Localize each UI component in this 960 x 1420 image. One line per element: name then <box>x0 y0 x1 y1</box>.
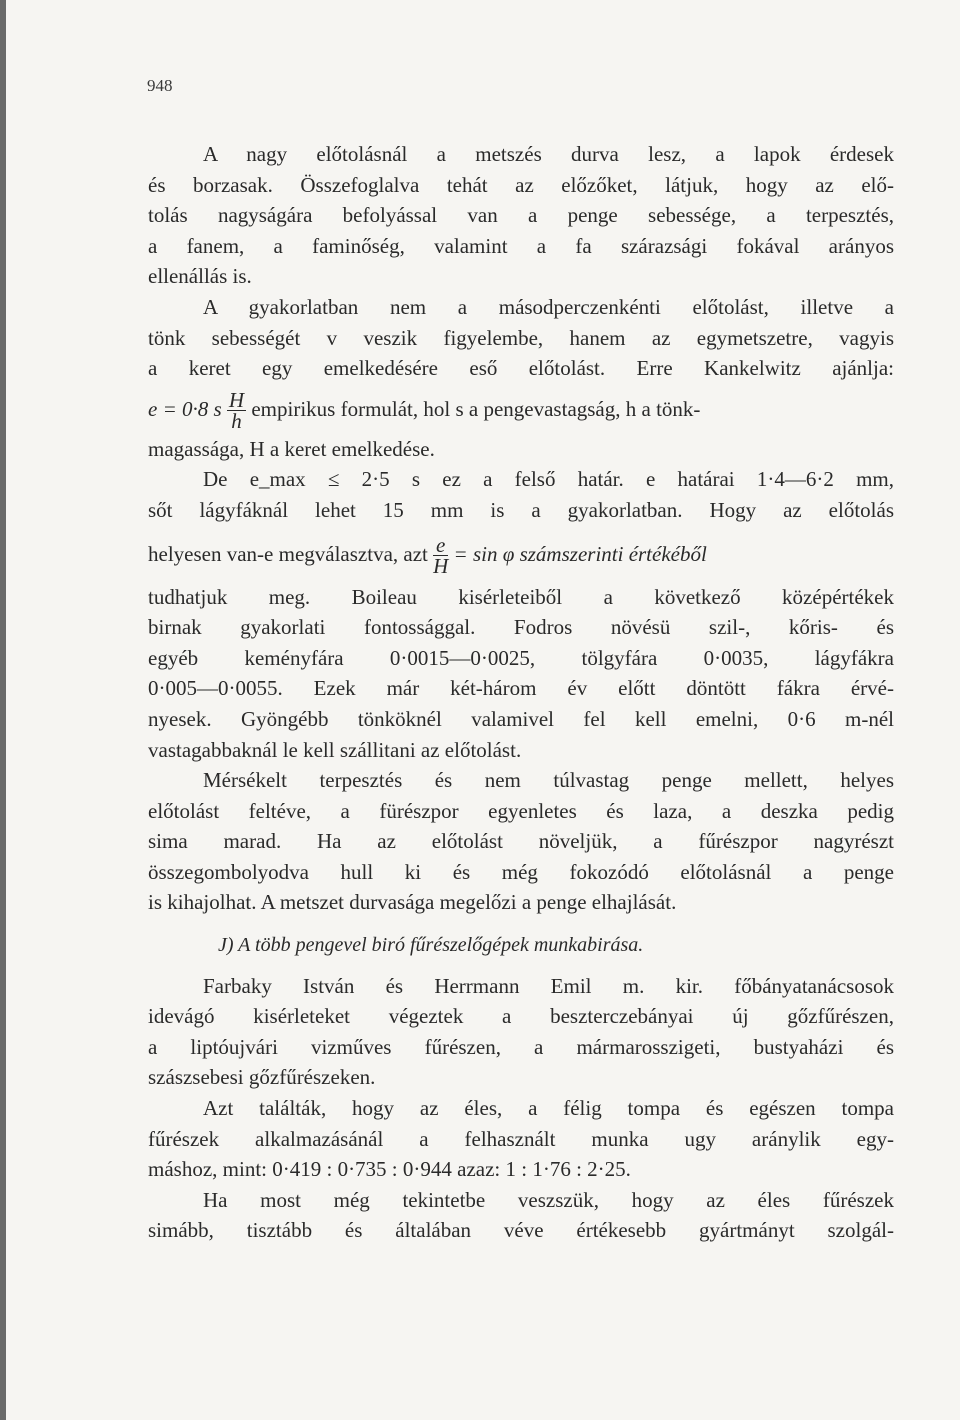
formula-kankelwitz <box>148 384 894 434</box>
text-line: tudhatjuk meg. Boileau kisérleteiből a következő középértékek <box>148 584 894 609</box>
text-line: a liptóujvári vizműves fűrészen, a mármarosszigeti, bustyaházi és <box>148 1034 894 1059</box>
fraction-numerator: e <box>433 535 448 556</box>
text-line: egyéb keményfára 0·0015—0·0025, tölgyfára 0·0035, lágyfákra <box>148 645 894 670</box>
formula-fraction <box>227 388 246 434</box>
text-line: szászsebesi gőzfűrészeken. <box>148 1065 376 1090</box>
fraction-numerator: H <box>228 388 245 413</box>
text-line: és borzasak. Összefoglalva tehát az előzőket, látjuk, hogy az elő- <box>148 172 894 197</box>
text-line: Azt találták, hogy az éles, a félig tompa és egészen tompa <box>203 1096 894 1121</box>
text-line: De e_max ≤ 2·5 s ez a felső határ. e határai 1·4—6·2 mm, <box>203 467 894 492</box>
text-line: máshoz, mint: 0·419 : 0·735 : 0·944 azaz: 1 : 1·76 : 2·25. <box>148 1157 631 1182</box>
text-line: vastagabbaknál le kell szállitani az előtolást. <box>148 737 522 762</box>
formula-prefix: helyesen van-e megválasztva, azt <box>148 541 428 566</box>
text-line: Ha most még tekintetbe veszszük, hogy az éles fűrészek <box>203 1187 894 1212</box>
formula-suffix: = sin φ számszerinti értékéből <box>453 541 707 566</box>
text-line: a fanem, a faminőség, valamint a fa szárazsági fokával arányos <box>148 233 894 258</box>
text-line: sőt lágyfáknál lehet 15 mm is a gyakorlatban. Hogy az előtolás <box>148 497 894 522</box>
formula-fraction <box>433 533 449 579</box>
paragraph-6 <box>148 1093 894 1185</box>
paragraph-5 <box>148 971 894 1093</box>
text-line: fűrészek alkalmazásánál a felhasznált munka ugy aránylik egy- <box>148 1126 894 1151</box>
text-line: nyesek. Gyöngébb tönköknél valamivel fel kell emelni, 0·6 m-nél <box>148 706 894 731</box>
formula-continuation <box>148 434 894 465</box>
text-line: Mérsékelt terpesztés és nem túlvastag penge mellett, helyes <box>203 768 894 793</box>
paragraph-2 <box>148 292 894 384</box>
text-line: magassága, H a keret emelkedése. <box>148 436 435 461</box>
text-line: sima marad. Ha az előtolást növeljük, a fűrészpor nagyrészt <box>148 829 894 854</box>
text-line: birnak gyakorlati fontossággal. Fodros növésü szil-, kőris- és <box>148 615 894 640</box>
formula-prefix: e = 0·8 s <box>148 396 222 421</box>
text-line: tönk sebességét v veszik figyelembe, hanem az egymetszetre, vagyis <box>148 325 894 350</box>
paragraph-4 <box>148 765 894 918</box>
paragraph-3-continued <box>148 582 894 766</box>
page-edge <box>0 0 6 1420</box>
text-line: idevágó kisérleteket végeztek a beszterczebányai új gőzfűrészen, <box>148 1004 894 1029</box>
text-line: A gyakorlatban nem a másodperczenkénti előtolást, illetve a <box>203 294 894 319</box>
text-line: előtolást feltéve, a fürészpor egyenletes és laza, a deszka pedig <box>148 798 894 823</box>
text-line: a keret egy emelkedésére eső előtolást. Erre Kankelwitz ajánlja: <box>148 356 894 381</box>
text-line: tolás nagyságára befolyással van a penge sebessége, a terpesztés, <box>148 203 894 228</box>
text-line: simább, tisztább és általában véve értékesebb gyártmányt szolgál- <box>148 1218 894 1243</box>
fraction-denominator: H <box>433 554 449 579</box>
paragraph-1 <box>148 139 894 292</box>
fraction-denominator: h <box>231 409 242 434</box>
body-text <box>148 139 894 1246</box>
text-line: A nagy előtolásnál a metszés durva lesz, a lapok érdesek <box>203 142 894 166</box>
section-heading: J) A több pengevel biró fűrészelőgépek munkabirása. <box>218 934 644 957</box>
text-line: összegombolyodva hull ki és még fokozódó előtolásnál a penge <box>148 859 894 884</box>
text-line: is kihajolhat. A metszet durvasága megelőzi a penge elhajlását. <box>148 890 677 915</box>
text-line: ellenállás is. <box>148 264 252 289</box>
text-line: 0·005—0·0055. Ezek már két-három év előtt döntött fákra érvé- <box>148 676 894 701</box>
formula-sin-phi <box>148 526 894 582</box>
paragraph-3 <box>148 464 894 525</box>
text-line: Farbaky István és Herrmann Emil m. kir. főbányatanácsosok <box>203 973 894 998</box>
formula-suffix: empirikus formulát, hol s a pengevastagság, h a tönk- <box>251 396 701 421</box>
paragraph-7 <box>148 1185 894 1246</box>
page-number: 948 <box>147 76 173 95</box>
